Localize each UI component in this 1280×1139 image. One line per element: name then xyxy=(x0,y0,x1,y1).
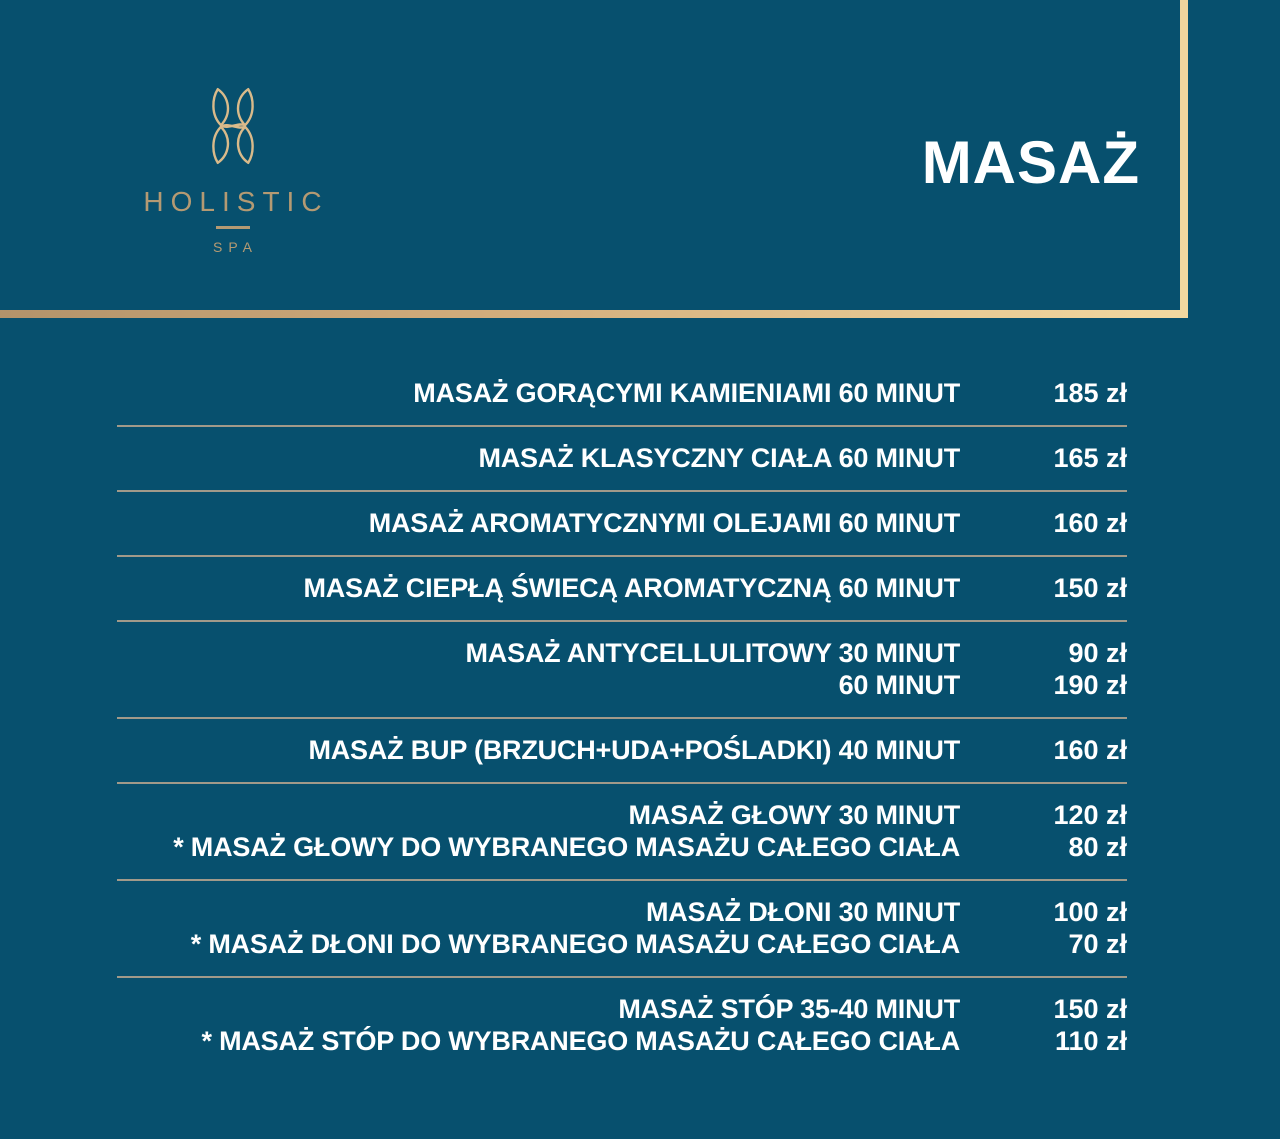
service-name: * MASAŻ DŁONI DO WYBRANEGO MASAŻU CAŁEGO CIAŁA xyxy=(190,929,960,959)
service-name: * MASAŻ GŁOWY DO WYBRANEGO MASAŻU CAŁEGO CIAŁA xyxy=(173,832,960,862)
price-line xyxy=(117,1025,1127,1057)
service-price: 70 zł xyxy=(1068,929,1127,959)
service-name: MASAŻ GORĄCYMI KAMIENIAMI 60 MINUT xyxy=(413,378,960,408)
page-title: MASAŻ xyxy=(921,129,1140,196)
price-line xyxy=(117,669,1127,701)
service-name: MASAŻ BUP (BRZUCH+UDA+POŚLADKI) 40 MINUT xyxy=(308,735,960,765)
service-price: 185 zł xyxy=(1053,378,1127,408)
price-line xyxy=(117,377,1127,409)
service-price: 100 zł xyxy=(1053,897,1127,927)
service-price: 160 zł xyxy=(1053,508,1127,538)
price-line xyxy=(117,928,1127,960)
brand-logo xyxy=(115,86,350,255)
service-name: MASAŻ AROMATYCZNYMI OLEJAMI 60 MINUT xyxy=(368,508,960,538)
price-line xyxy=(117,799,1127,831)
price-row xyxy=(117,978,1127,1073)
service-name: MASAŻ KLASYCZNY CIAŁA 60 MINUT xyxy=(478,443,960,473)
price-row xyxy=(117,784,1127,881)
price-row xyxy=(117,622,1127,719)
service-price: 190 zł xyxy=(1053,670,1127,700)
price-row xyxy=(117,557,1127,622)
price-row xyxy=(117,881,1127,978)
service-price: 90 zł xyxy=(1068,638,1127,668)
service-price: 110 zł xyxy=(1054,1026,1127,1056)
service-name: MASAŻ CIEPŁĄ ŚWIECĄ AROMATYCZNĄ 60 MINUT xyxy=(303,573,960,603)
price-row xyxy=(117,427,1127,492)
service-name: MASAŻ GŁOWY 30 MINUT xyxy=(628,800,960,830)
price-line xyxy=(117,507,1127,539)
service-price: 165 zł xyxy=(1053,443,1127,473)
brand-underline xyxy=(216,226,250,229)
service-price: 150 zł xyxy=(1053,573,1127,603)
holistic-h-monogram-icon xyxy=(193,86,273,166)
service-name: MASAŻ ANTYCELLULITOWY 30 MINUT xyxy=(465,638,960,668)
service-name: * MASAŻ STÓP DO WYBRANEGO MASAŻU CAŁEGO CIAŁA xyxy=(201,1026,960,1056)
price-line xyxy=(117,734,1127,766)
price-line xyxy=(117,831,1127,863)
price-line xyxy=(117,442,1127,474)
price-line xyxy=(117,572,1127,604)
brand-tagline: SPA xyxy=(213,239,258,255)
service-name: MASAŻ DŁONI 30 MINUT xyxy=(645,897,960,927)
price-line xyxy=(117,896,1127,928)
price-line xyxy=(117,993,1127,1025)
price-row xyxy=(117,492,1127,557)
price-line xyxy=(117,637,1127,669)
service-name: 60 MINUT xyxy=(838,670,960,700)
service-price: 150 zł xyxy=(1053,994,1127,1024)
service-price: 80 zł xyxy=(1068,832,1127,862)
service-price: 160 zł xyxy=(1053,735,1127,765)
price-row xyxy=(117,719,1127,784)
price-row xyxy=(117,362,1127,427)
service-name: MASAŻ STÓP 35-40 MINUT xyxy=(618,994,960,1024)
service-price: 120 zł xyxy=(1053,800,1127,830)
price-list xyxy=(117,362,1127,1073)
brand-name: HOLISTIC xyxy=(143,186,329,217)
